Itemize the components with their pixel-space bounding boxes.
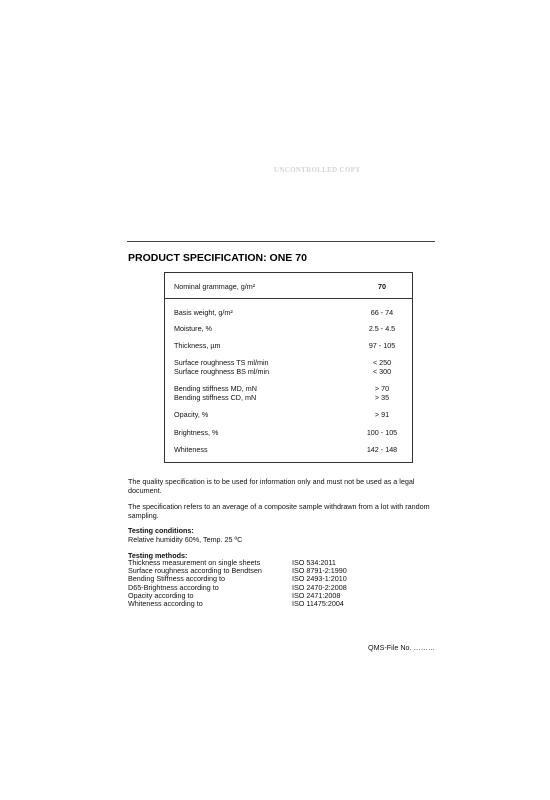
quality-note: The quality specification is to be used for information only and must not be used as a legal document. (128, 477, 415, 495)
testing-methods-heading: Testing methods: (128, 551, 188, 560)
method-name: Opacity according to (128, 590, 194, 600)
method-standard: ISO 2471:2008 (292, 590, 341, 600)
spec-value: < 250 (372, 358, 392, 367)
spec-value: 97 - 105 (368, 341, 396, 350)
spec-label: Opacity, % (174, 410, 209, 419)
testing-methods-list (128, 559, 438, 608)
method-row (128, 600, 438, 608)
header-rule (127, 241, 435, 242)
spec-label: Brightness, % (174, 428, 219, 437)
spec-label: Moisture, % (174, 324, 212, 333)
spec-label: Thickness, µm (174, 341, 221, 350)
qms-file-number: QMS-File No. ……… (368, 643, 436, 652)
method-name: Surface roughness according to Bendtsen (128, 566, 262, 576)
spec-value: 142 - 148 (366, 445, 398, 454)
method-name: Bending Stiffness according to (128, 574, 225, 584)
testing-conditions (128, 526, 440, 544)
spec-value: 100 - 105 (366, 428, 398, 437)
spec-value: < 300 (372, 367, 392, 376)
method-standard: ISO 11475:2004 (292, 598, 344, 608)
spec-header-value: 70 (378, 282, 386, 291)
method-standard: ISO 2470-2:2008 (292, 582, 347, 592)
spec-label: Surface roughness TS ml/min (174, 358, 269, 367)
watermark: UNCONTROLLED COPY (274, 166, 361, 174)
method-standard: ISO 534:2011 (292, 558, 336, 567)
spec-label: Basis weight, g/m² (174, 308, 233, 317)
page-title: PRODUCT SPECIFICATION: ONE 70 (128, 252, 307, 264)
spec-label: Surface roughness BS ml/min (174, 367, 270, 376)
spec-label: Whiteness (174, 445, 208, 454)
spec-header-label: Nominal grammage, g/m² (174, 282, 256, 291)
method-standard: ISO 8791-2:1990 (292, 566, 347, 576)
spec-table-divider (165, 298, 412, 299)
spec-value: 2.5 - 4.5 (368, 324, 396, 333)
sampling-note: The specification refers to an average of a composite sample withdrawn from a lot with random sampling. (128, 502, 430, 520)
spec-label: Bending stiffness CD, mN (174, 393, 257, 402)
testing-conditions-heading: Testing conditions: (128, 526, 194, 535)
spec-value: > 70 (374, 384, 390, 393)
method-name: Thickness measurement on single sheets (128, 558, 261, 567)
spec-value: > 35 (374, 393, 390, 402)
method-name: D65-Brightness according to (128, 582, 219, 592)
spec-value: 66 - 74 (370, 308, 394, 317)
spec-label: Bending stiffness MD, mN (174, 384, 257, 393)
spec-table (164, 272, 413, 463)
method-name: Whiteness according to (128, 598, 203, 608)
testing-conditions-text: Relative humidity 60%, Temp. 25 ºC (128, 535, 243, 544)
method-standard: ISO 2493-1:2010 (292, 574, 347, 584)
spec-value: > 91 (374, 410, 390, 419)
